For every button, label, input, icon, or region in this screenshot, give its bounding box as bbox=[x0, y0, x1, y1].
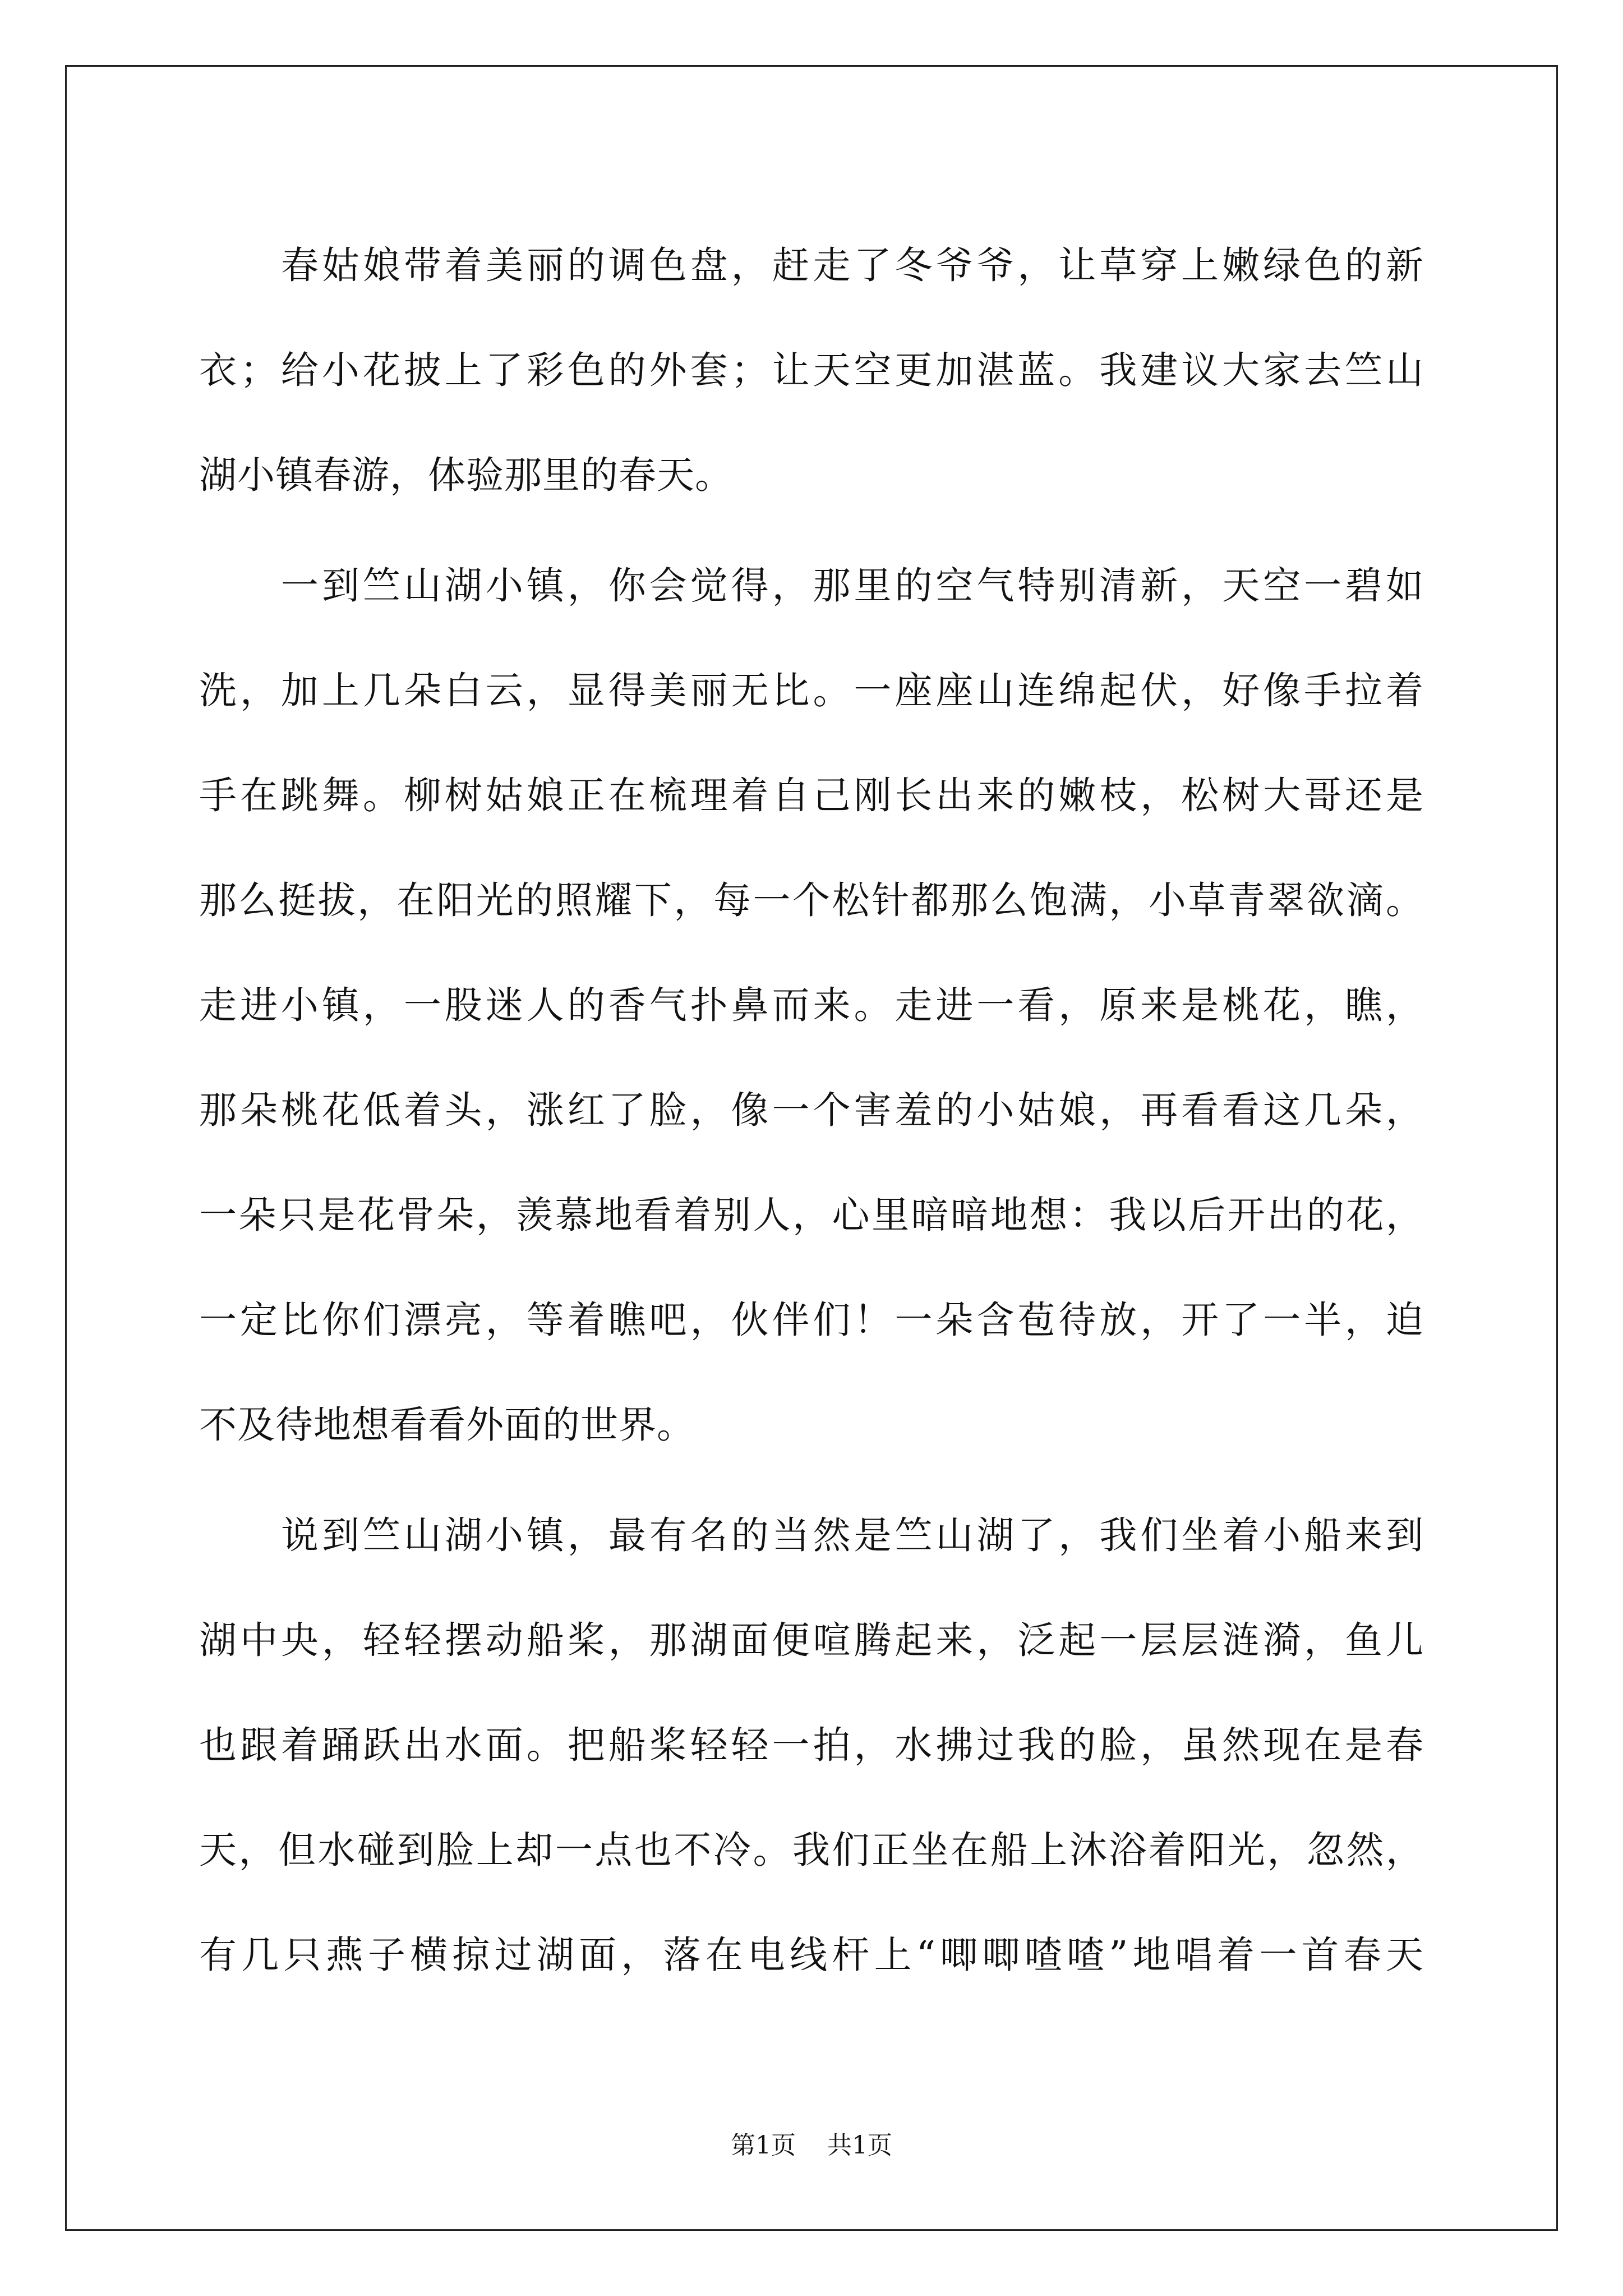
paragraph-2-line-9: 不及待地想看看外面的世界。 bbox=[199, 1403, 695, 1447]
paragraph-3-line-5: 有几只燕子横掠过湖面，落在电线杆上“唧唧喳喳”地唱着一首春天 bbox=[199, 1933, 1424, 1977]
document-body bbox=[199, 213, 1424, 2008]
paragraph-2-line-1: 一到竺山湖小镇，你会觉得，那里的空气特别清新，天空一碧如 bbox=[281, 564, 1424, 608]
paragraph-1-line-3: 湖小镇春游，体验那里的春天。 bbox=[199, 453, 733, 497]
paragraph-1-line-1: 春姑娘带着美丽的调色盘，赶走了冬爷爷，让草穿上嫩绿色的新 bbox=[281, 243, 1424, 287]
page-number: 第1页 bbox=[731, 2131, 796, 2160]
paragraph-2-line-3: 手在跳舞。柳树姑娘正在梳理着自己刚长出来的嫩枝，松树大哥还是 bbox=[199, 774, 1424, 817]
paragraph-2-line-6: 那朵桃花低着头，涨红了脸，像一个害羞的小姑娘，再看看这几朵， bbox=[199, 1088, 1424, 1132]
paragraph-1-line-2: 衣；给小花披上了彩色的外套；让天空更加湛蓝。我建议大家去竺山 bbox=[199, 348, 1424, 392]
page-total: 共1页 bbox=[827, 2131, 892, 2160]
paragraph-3-line-4: 天，但水碰到脸上却一点也不冷。我们正坐在船上沐浴着阳光，忽然， bbox=[199, 1828, 1424, 1872]
paragraph-2-line-5: 走进小镇，一股迷人的香气扑鼻而来。走进一看，原来是桃花，瞧， bbox=[199, 983, 1424, 1027]
paragraph-3-line-1: 说到竺山湖小镇，最有名的当然是竺山湖了，我们坐着小船来到 bbox=[281, 1513, 1424, 1557]
paragraph-3-line-2: 湖中央，轻轻摆动船桨，那湖面便喧腾起来，泛起一层层涟漪，鱼儿 bbox=[199, 1618, 1424, 1662]
page-footer bbox=[0, 2129, 1623, 2162]
paragraph-2-line-8: 一定比你们漂亮，等着瞧吧，伙伴们！一朵含苞待放，开了一半，迫 bbox=[199, 1298, 1424, 1342]
paragraph-2-line-7: 一朵只是花骨朵，羡慕地看着别人，心里暗暗地想：我以后开出的花， bbox=[199, 1193, 1424, 1237]
paragraph-2-line-4: 那么挺拔，在阳光的照耀下，每一个松针都那么饱满，小草青翠欲滴。 bbox=[199, 878, 1424, 922]
paragraph-2-line-2: 洗，加上几朵白云，显得美丽无比。一座座山连绵起伏，好像手拉着 bbox=[199, 669, 1424, 712]
paragraph-3-line-3: 也跟着踊跃出水面。把船桨轻轻一拍，水拂过我的脸，虽然现在是春 bbox=[199, 1723, 1424, 1767]
